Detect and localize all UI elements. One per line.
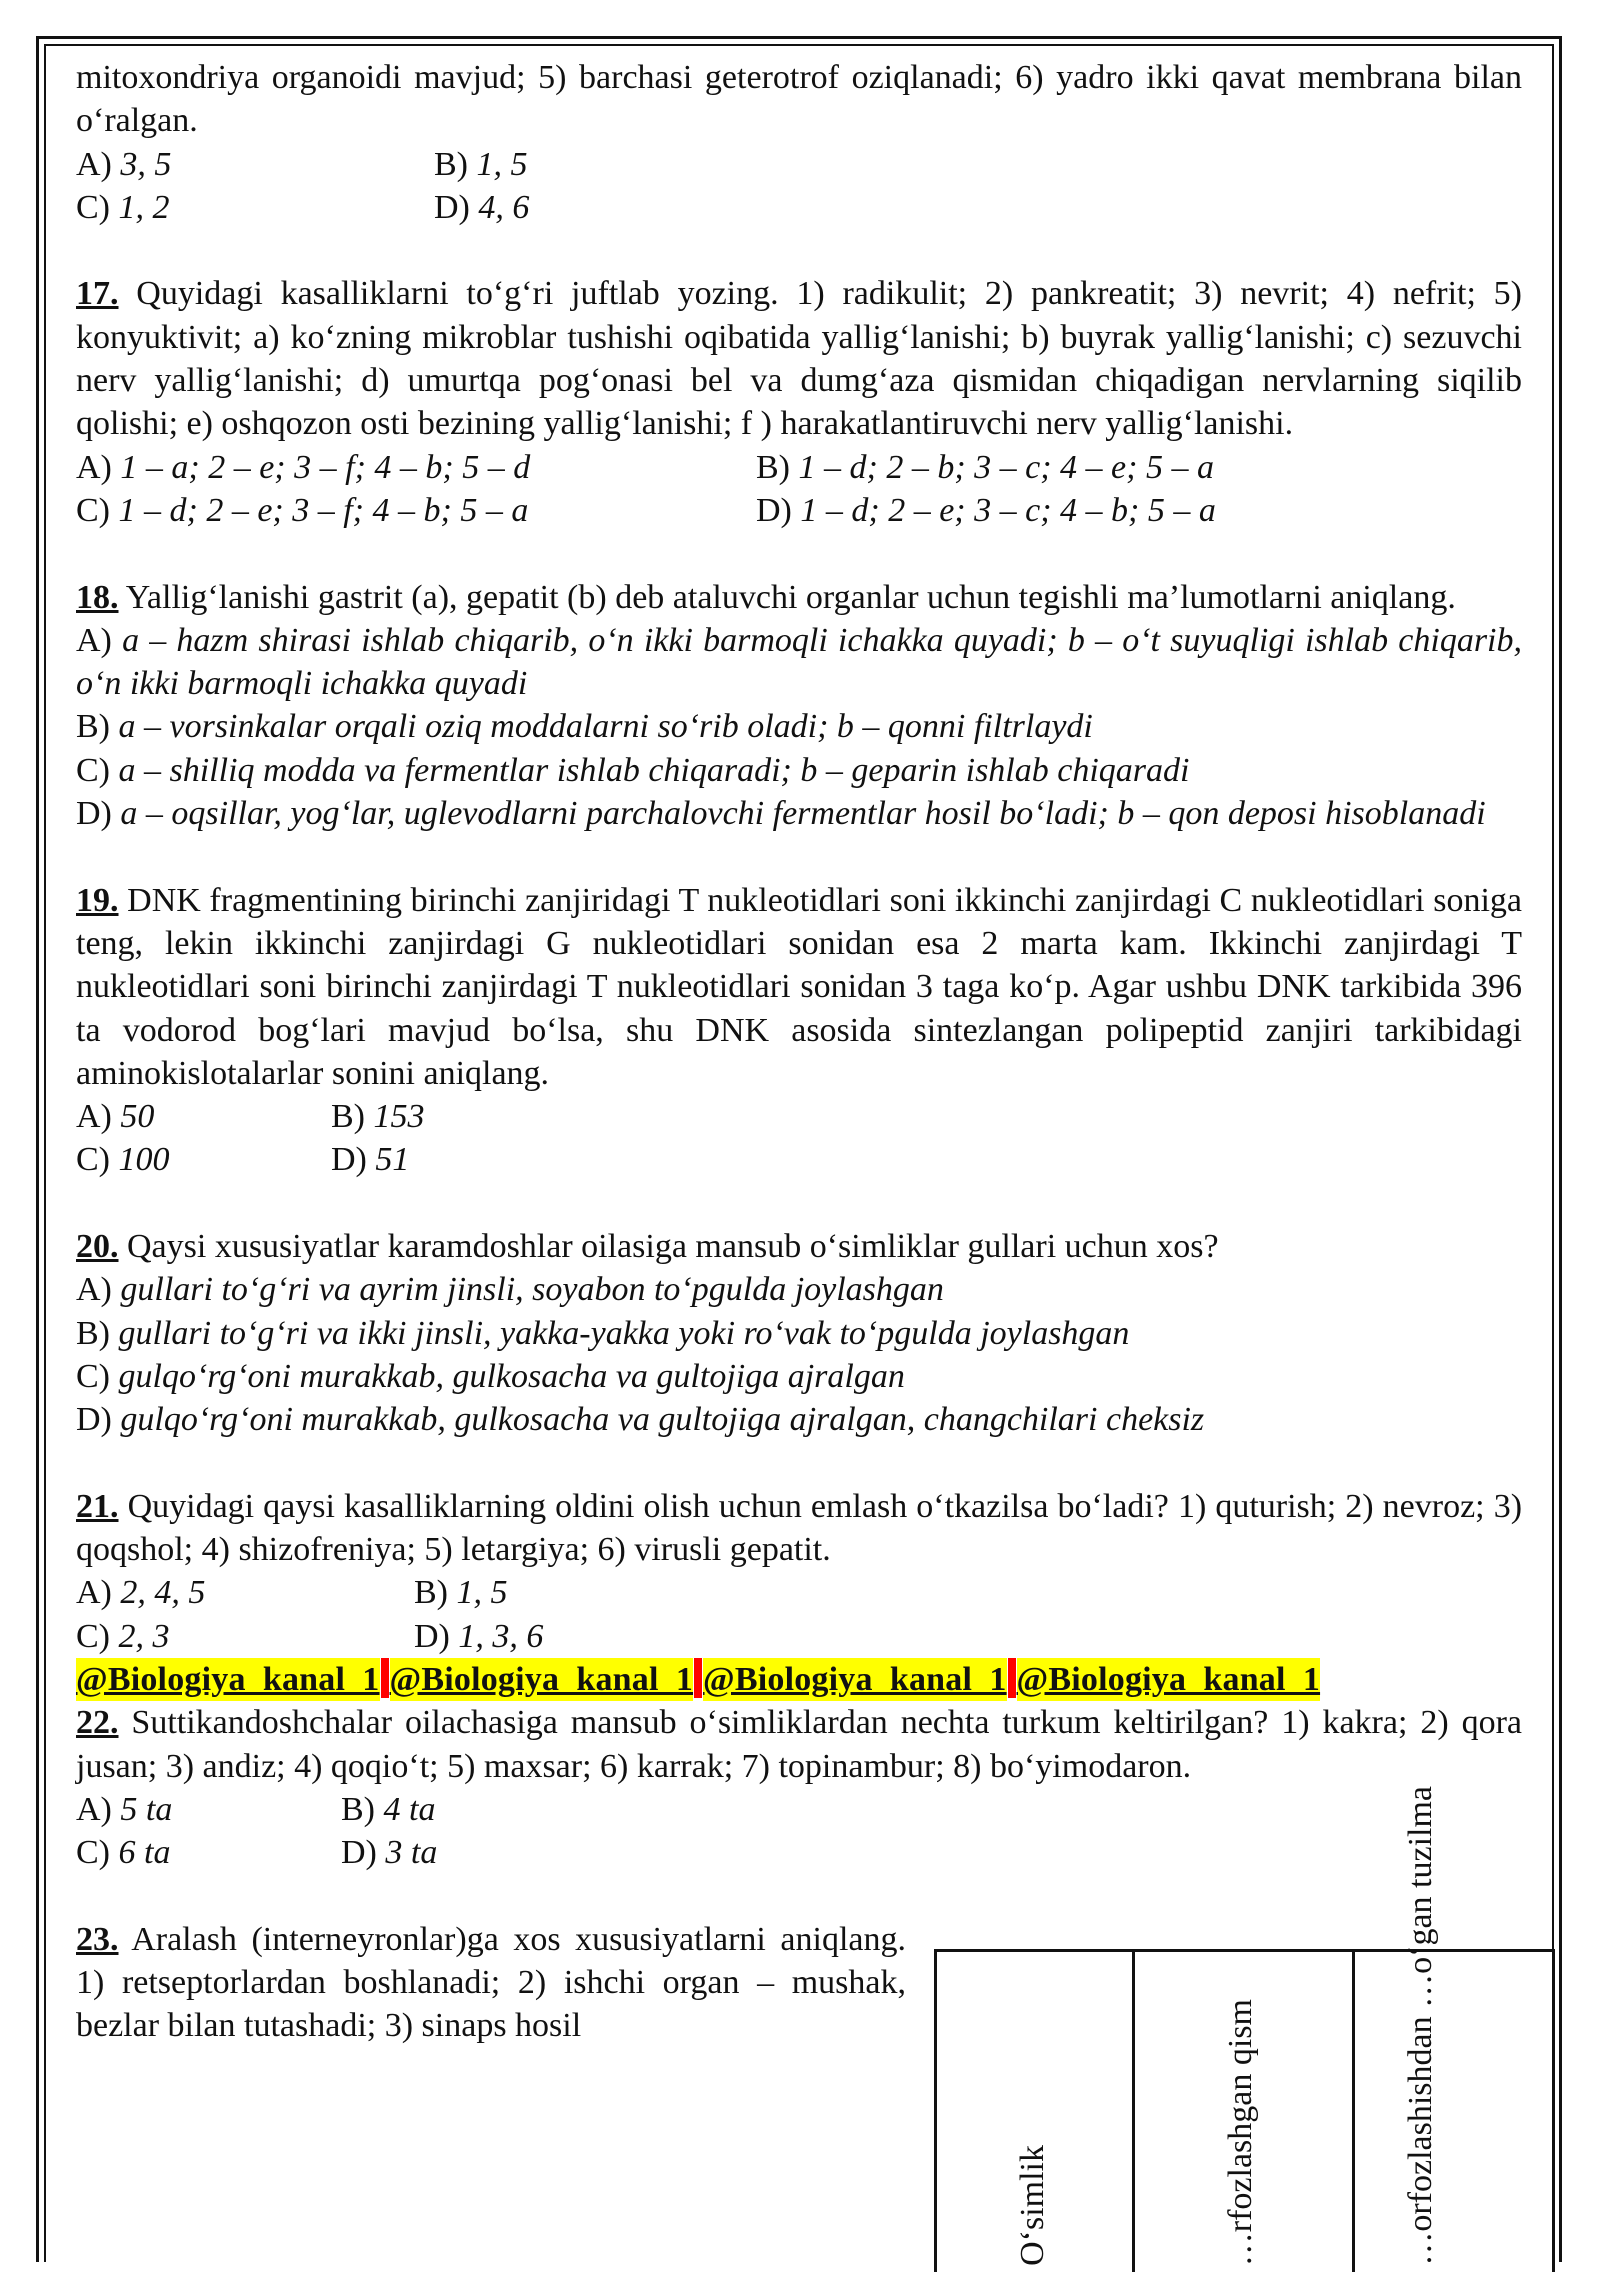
question-19-options-row2	[76, 1138, 1522, 1181]
option-c: C) a – shilliq modda va fermentlar ishlab chiqaradi; b – geparin ishlab chiqaradi	[76, 751, 1190, 789]
option-d: D) 3 ta	[341, 1834, 438, 1872]
option-c: C) 6 ta	[76, 1834, 171, 1872]
question-22-options-row2	[76, 1831, 1522, 1874]
table-header-plant: O‘simlik	[1014, 2145, 1051, 2266]
option-d: D) a – oqsillar, yog‘lar, uglevodlarni parchalovchi fermentlar hosil bo‘ladi; b – qon deposi hisoblanadi	[76, 795, 1486, 833]
separator-bar	[381, 1658, 389, 1698]
separator-bar	[1008, 1658, 1016, 1698]
table-header-cell	[1355, 1786, 1555, 2272]
option-d: D) 1, 3, 6	[414, 1617, 544, 1655]
question-22-options-row1	[76, 1788, 1522, 1831]
question-20	[76, 1225, 1522, 1268]
question-16-text: mitoxondriya organoidi mavjud; 5) barchasi geterotrof oziqlanadi; 6) yadro ikki qavat membrana bilan o‘ralgan.	[76, 59, 1522, 140]
question-text: Aralash (interneyronlar)ga xos xususiyatlarni aniqlang. 1) retseptorlardan boshlanadi; 2) ishchi organ – mushak, bezlar bilan tutashadi; 3) sinaps hosil	[76, 1920, 907, 2045]
option-c: C) gulqo‘rg‘oni murakkab, gulkosacha va gultojiga ajralgan	[76, 1357, 905, 1395]
question-21-options-row1	[76, 1571, 1522, 1614]
question-number: 17.	[76, 275, 119, 313]
question-text: Yallig‘lanishi gastrit (a), gepatit (b) deb ataluvchi organlar uchun tegishli ma’lumotlarni aniqlang.	[125, 578, 1456, 616]
question-17	[76, 272, 1522, 445]
question-text: DNK fragmentining birinchi zanjiridagi T nukleotidlari soni ikkinchi zanjirdagi C nukleotidlari soniga teng, lekin ikkinchi zanjirdagi G nukleotidlari sonidan esa 2 marta kam. Ikkinchi zanjirdagi T nukleotidlari soni birinchi zanjirdagi T nukleotidlari sonidan 3 taga ko‘p. Agar ushbu DNK tarkibida 396 ta vodorod bog‘lari mavjud bo‘lsa, shu DNK asosida sintezlangan polipeptid zanjiri tarkibidagi aminokislotalarlar sonini aniqlang.	[76, 881, 1523, 1092]
question-text: Quyidagi qaysi kasalliklarning oldini olish uchun emlash o‘tkazilsa bo‘ladi? 1) quturish; 2) nevroz; 3) qoqshol; 4) shizofreniya; 5) letargiya; 6) virusli gepatit.	[76, 1487, 1523, 1569]
plant-table	[934, 1786, 1555, 2272]
option-a: A) 3, 5	[76, 145, 172, 183]
table-header-modified-part: …rfozlashgan qism	[1222, 1998, 1259, 2266]
option-b: B) a – vorsinkalar orqali oziq moddalarni so‘rib oladi; b – qonni filtrlaydi	[76, 708, 1093, 746]
question-text: Qaysi xususiyatlar karamdoshlar oilasiga mansub o‘simliklar gullari uchun xos?	[127, 1228, 1219, 1266]
document-body	[76, 56, 1522, 2048]
question-16-options-row2	[76, 186, 1522, 229]
channel-link[interactable]: @Biologiya_kanal_1	[390, 1658, 694, 1701]
question-number: 20.	[76, 1228, 119, 1266]
question-19-options-row1	[76, 1095, 1522, 1138]
option-b: B) 1, 5	[414, 1574, 508, 1612]
question-number: 22.	[76, 1704, 119, 1742]
channel-link[interactable]: @Biologiya_kanal_1	[703, 1658, 1007, 1701]
option-a: A) 2, 4, 5	[76, 1574, 206, 1612]
question-17-options-row2	[76, 489, 1522, 532]
question-number: 21.	[76, 1487, 119, 1525]
question-number: 23.	[76, 1920, 119, 1958]
question-19	[76, 879, 1522, 1095]
question-21-options-row2	[76, 1615, 1522, 1658]
question-17-options-row1	[76, 446, 1522, 489]
option-a: A) gullari to‘g‘ri va ayrim jinsli, soyabon to‘pgulda joylashgan	[76, 1271, 944, 1309]
question-23	[76, 1918, 906, 2048]
option-b: B) 4 ta	[341, 1790, 436, 1828]
option-a: A) 1 – a; 2 – e; 3 – f; 4 – b; 5 – d	[76, 448, 531, 486]
channel-link[interactable]: @Biologiya_kanal_1	[76, 1658, 380, 1701]
option-a: A) a – hazm shirasi ishlab chiqarib, o‘n ikki barmoqli ichakka quyadi; b – o‘t suyuqligi ishlab chiqarib, o‘n ikki barmoqli ichakka quyadi	[76, 621, 1523, 703]
option-b: B) gullari to‘g‘ri va ikki jinsli, yakka-yakka yoki ro‘vak to‘pgulda joylashgan	[76, 1314, 1130, 1352]
question-18	[76, 576, 1522, 619]
option-b: B) 1 – d; 2 – b; 3 – c; 4 – e; 5 – a	[756, 448, 1214, 486]
question-text: Suttikandoshchalar oilachasiga mansub o‘simliklardan nechta turkum keltirilgan? 1) kakra; 2) qora jusan; 3) andiz; 4) qoqio‘t; 5) maxsar; 6) karrak; 7) topinambur; 8) bo‘yimodaron.	[76, 1704, 1522, 1785]
option-d: D) gulqo‘rg‘oni murakkab, gulkosacha va gultojiga ajralgan, changchilari cheksiz	[76, 1401, 1205, 1439]
option-b: B) 1, 5	[434, 145, 528, 183]
question-22	[76, 1701, 1522, 1788]
question-text: Quyidagi kasalliklarni to‘g‘ri juftlab yozing. 1) radikulit; 2) pankreatit; 3) nevrit; 4) nefrit; 5) konyuktivit; a) ko‘zning mikroblar tushishi oqibatida yallig‘lanishi; b) buyrak yallig‘lanishi; c) sezuvchi nerv yallig‘lanishi; d) umurtqa pog‘onasi bel va dumg‘aza qismidan chiqadigan nervlarning siqilib qolishi; e) oshqozon osti bezining yallig‘lanishi; f ) harakatlantiruvchi nerv yallig‘lanishi.	[76, 275, 1522, 443]
separator-bar	[694, 1658, 702, 1698]
question-number: 18.	[76, 578, 119, 616]
option-c: C) 2, 3	[76, 1617, 170, 1655]
option-d: D) 51	[331, 1141, 410, 1179]
question-number: 19.	[76, 881, 119, 919]
channel-link[interactable]: @Biologiya_kanal_1	[1017, 1658, 1321, 1701]
option-d: D) 1 – d; 2 – e; 3 – c; 4 – b; 5 – a	[756, 491, 1216, 529]
table-header-cell	[1135, 1952, 1355, 2272]
option-a: A) 5 ta	[76, 1790, 173, 1828]
question-16-options-row1	[76, 143, 1522, 186]
option-b: B) 153	[331, 1098, 425, 1136]
question-21	[76, 1485, 1522, 1572]
option-d: D) 4, 6	[434, 188, 530, 226]
option-c: C) 100	[76, 1141, 170, 1179]
table-header-cell	[937, 1952, 1135, 2272]
channel-banner	[76, 1658, 1522, 1701]
table-header-structure: …orfozlashishdan …o‘gan tuzilma	[1402, 1786, 1439, 2266]
option-c: C) 1 – d; 2 – e; 3 – f; 4 – b; 5 – a	[76, 491, 529, 529]
option-c: C) 1, 2	[76, 188, 170, 226]
option-a: A) 50	[76, 1098, 155, 1136]
